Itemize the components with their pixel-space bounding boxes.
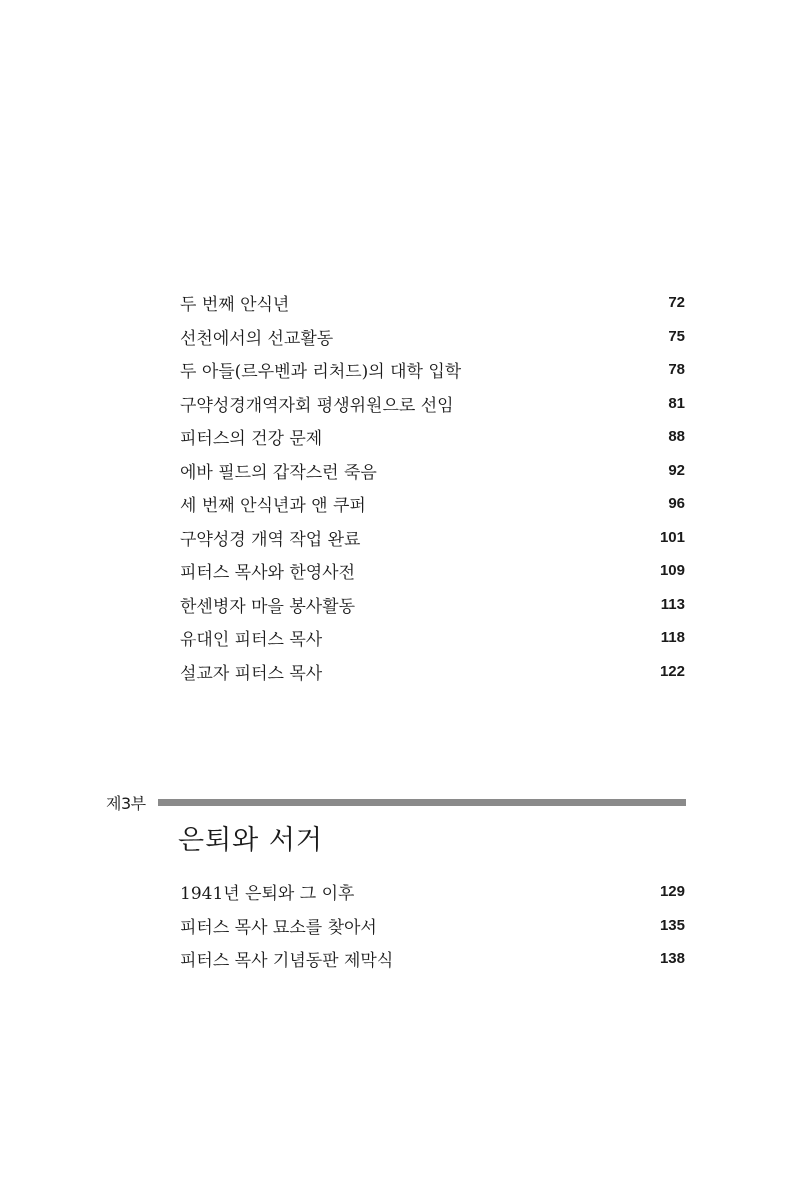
toc-entry-page: 113 [660,595,685,613]
part-divider-rule [158,799,686,806]
toc-entry-page: 92 [668,461,685,479]
toc-entry[interactable] [180,588,685,622]
toc-entry-title: 1941년 은퇴와 그 이후 [180,884,355,905]
toc-entry[interactable] [180,454,685,488]
toc-entry[interactable] [180,875,685,909]
toc-entry-page: 129 [659,883,685,901]
toc-list-part2-continued [180,286,685,688]
toc-entry-title: 유대인 피터스 목사 [180,630,323,651]
toc-entry-page: 109 [659,562,685,580]
toc-entry[interactable] [180,942,685,976]
toc-entry-page: 101 [659,528,685,546]
toc-entry[interactable] [180,909,685,943]
toc-entry-title: 피터스 목사 묘소를 찾아서 [180,917,377,938]
toc-entry[interactable] [180,554,685,588]
part-header [106,790,686,814]
toc-entry-page: 72 [668,294,685,312]
toc-entry-title: 피터스 목사 기념동판 제막식 [180,951,394,972]
toc-entry-title: 피터스의 건강 문제 [180,429,323,450]
part-label: 제3부 [106,793,146,813]
toc-entry-title: 선천에서의 선교활동 [180,328,334,349]
toc-entry-title: 구약성경개역자회 평생위원으로 선임 [180,395,454,416]
toc-entry-page: 88 [668,428,685,446]
toc-entry-page: 78 [668,361,685,379]
toc-entry-page: 135 [659,916,685,934]
toc-entry[interactable] [180,353,685,387]
toc-entry-page: 81 [668,394,685,412]
toc-entry-title: 피터스 목사와 한영사전 [180,563,356,584]
toc-entry-title: 두 번째 안식년 [180,295,290,316]
toc-entry-title: 설교자 피터스 목사 [180,663,323,684]
toc-entry-title: 세 번째 안식년과 앤 쿠퍼 [180,496,366,517]
toc-entry-page: 118 [660,629,685,647]
toc-entry-page: 122 [659,662,685,680]
toc-entry[interactable] [180,621,685,655]
toc-entry[interactable] [180,320,685,354]
toc-entry-title: 에바 필드의 갑작스런 죽음 [180,462,377,483]
toc-entry[interactable] [180,487,685,521]
toc-entry-page: 96 [668,495,685,513]
toc-entry-page: 138 [659,950,685,968]
toc-entry[interactable] [180,521,685,555]
toc-entry-page: 75 [668,327,685,345]
part-title: 은퇴와 서거 [178,825,323,856]
toc-entry[interactable] [180,420,685,454]
toc-list-part3 [180,875,685,976]
toc-entry[interactable] [180,655,685,689]
toc-entry[interactable] [180,286,685,320]
toc-entry-title: 구약성경 개역 작업 완료 [180,529,361,550]
toc-entry-title: 한센병자 마을 봉사활동 [180,596,356,617]
toc-entry[interactable] [180,387,685,421]
toc-entry-title: 두 아들(르우벤과 리처드)의 대학 입학 [180,362,462,383]
